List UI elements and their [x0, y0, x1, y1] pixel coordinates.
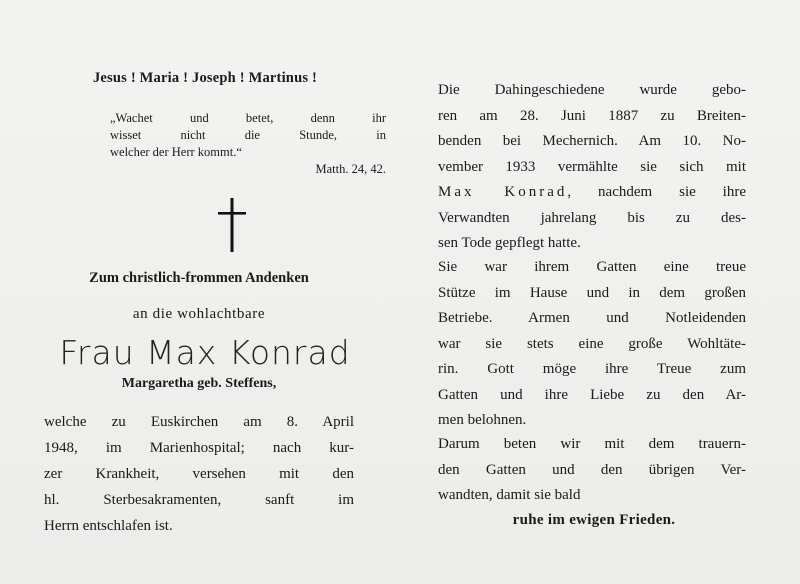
bible-quote [110, 110, 386, 178]
text-line: vember 1933 vermählte sie sich mit [438, 158, 746, 175]
text-line: Herrn entschlafen ist. [44, 518, 173, 534]
spouse-line-rest: , nachdem sie ihre [567, 184, 746, 200]
text-line: men belohnen. [438, 412, 527, 428]
text-line: welche zu Euskirchen am 8. April [44, 414, 354, 430]
text-line: sen Tode gepflegt hatte. [438, 235, 581, 251]
maiden-name: Margaretha geb. Steffens, [121, 376, 277, 391]
text-line: Betriebe. Armen und Notleidenden [438, 310, 746, 326]
text-line: wandten, damit sie bald [438, 487, 581, 503]
addressee-line: an die wohlachtbare [132, 306, 266, 322]
character-paragraph [438, 255, 746, 434]
cross-icon [218, 198, 246, 252]
text-line: hl. Sterbesakramenten, sanft im [44, 492, 354, 508]
spouse-name: Max Konrad [438, 184, 568, 200]
text-line: Gatten und ihre Liebe zu den Ar- [438, 386, 746, 403]
quote-line: welcher der Herr kommt.“ [110, 145, 242, 159]
quote-line: „Wachet und betet, denn ihr [110, 111, 386, 125]
closing-line: ruhe im ewigen Frieden. [512, 512, 676, 528]
deceased-name: Frau Max Konrad [59, 333, 351, 372]
text-line: benden bei Mechernich. Am 10. No- [438, 133, 746, 149]
quote-reference: Matth. 24, 42. [315, 162, 386, 176]
text-line: rin. Gott möge ihre Treue zum [438, 361, 746, 377]
text-line: Stütze im Hause und in dem großen [438, 284, 746, 301]
text-line: den Gatten und den übrigen Ver- [438, 461, 746, 478]
text-line: ren am 28. Juni 1887 zu Breiten- [438, 107, 746, 124]
text-line: 1948, im Marienhospital; nach kur- [44, 440, 354, 456]
text-line: Verwandten jahrelang bis zu des- [438, 209, 746, 226]
text-line: war sie stets eine große Wohltäte- [438, 335, 746, 352]
prayer-paragraph [438, 432, 746, 509]
text-line: Darum beten wir mit dem trauern- [438, 436, 746, 452]
text-line [438, 180, 746, 206]
text-line: zer Krankheit, versehen mit den [44, 466, 354, 482]
death-notice [44, 409, 354, 539]
remembrance-heading: Zum christlich-frommen Andenken [89, 270, 309, 286]
text-line: Die Dahingeschiedene wurde gebo- [438, 82, 746, 98]
biography-paragraph [438, 78, 746, 257]
invocation-heading: Jesus ! Maria ! Joseph ! Martinus ! [92, 70, 318, 86]
quote-line: wisset nicht die Stunde, in [110, 128, 386, 142]
text-line: Sie war ihrem Gatten eine treue [438, 259, 746, 275]
